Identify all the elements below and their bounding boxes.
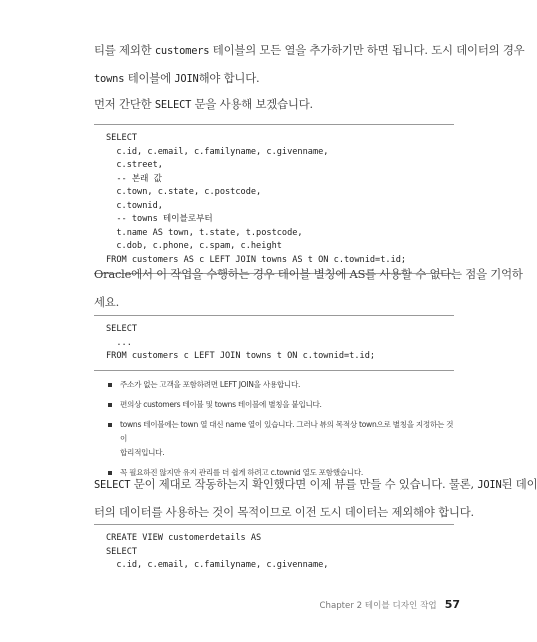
paragraph-intro [94, 36, 525, 92]
paragraph-oracle-note [94, 260, 523, 316]
code-line: c.id, c.email, c.familyname, c.givenname, [106, 146, 329, 157]
inline-code: towns [94, 73, 125, 85]
paragraph-line: Oracle에서 이 작업을 수행하는 경우 테이블 별칭에 AS를 사용할 수 없다는 점을 기억하 [94, 267, 523, 281]
chapter-title: Chapter 2 테이블 디자인 작업 [319, 601, 437, 611]
bullet-icon [108, 383, 112, 387]
paragraph-line: 먼저 간단한 SELECT 문을 사용해 보겠습니다. [94, 97, 313, 111]
paragraph-line: 터의 데이터를 사용하는 것이 목적이므로 이전 도시 데이터는 제외해야 합니다. [94, 505, 474, 519]
paragraph-line: SELECT 문이 제대로 작동하는지 확인했다면 이제 뷰를 만들 수 있습니다. 물론, JOIN된 데이 [94, 477, 537, 491]
code-line: FROM customers AS c LEFT JOIN towns AS t ON c.townid=t.id; [106, 254, 407, 265]
list-item: towns 테이블에는 town 열 대신 name 열이 있습니다. 그러나 뷰의 목적상 town으로 별칭을 지정하는 것이 합리적입니다. [108, 418, 458, 460]
paragraph-create-view [94, 470, 537, 526]
code-line: c.townid, [106, 200, 163, 211]
code-line: SELECT [106, 546, 138, 557]
code-line: c.dob, c.phone, c.spam, c.height [106, 241, 282, 251]
code-line: -- 본래 값 [106, 173, 162, 184]
code-line: FROM customers c LEFT JOIN towns t ON c.townid=t.id; [106, 351, 376, 361]
paragraph-line: 티를 제외한 customers 테이블의 모든 열을 추가하기만 하면 됩니다. 도시 데이터의 경우 [94, 43, 525, 57]
page-footer [320, 598, 460, 611]
code-line: SELECT [106, 324, 138, 334]
code-line: CREATE VIEW customerdetails AS [106, 533, 262, 543]
code-block-select [94, 124, 454, 274]
code-block-create-view [94, 524, 454, 579]
inline-code: SELECT [154, 99, 192, 111]
code-line: -- towns 테이블로부터 [106, 214, 213, 224]
code-line: t.name AS town, t.state, t.postcode, [106, 227, 303, 238]
inline-code: JOIN [174, 73, 199, 85]
paragraph-line: towns 테이블에 JOIN해야 합니다. [94, 71, 260, 85]
inline-code: customers [154, 45, 210, 57]
list-item: 편의상 customers 테이블 및 towns 테이블에 별칭을 붙입니다. [108, 398, 458, 412]
code-line: ... [106, 337, 132, 348]
bullet-icon [108, 423, 112, 427]
code-line: c.street, [106, 160, 163, 170]
paragraph-line: 세요. [94, 295, 120, 309]
bullet-list [108, 378, 458, 480]
code-line: c.town, c.state, c.postcode, [106, 187, 262, 197]
inline-code: SELECT [94, 479, 131, 491]
paragraph-select-intro [94, 90, 454, 118]
list-item: 꼭 필요하진 않지만 유지 관리를 더 쉽게 하려고 c.townid 열도 포함했습니다. [108, 466, 458, 480]
inline-code: JOIN [477, 479, 502, 491]
code-line: c.id, c.email, c.familyname, c.givenname, [106, 560, 329, 570]
code-line: SELECT [106, 133, 138, 143]
code-block-alias [94, 315, 454, 371]
page-number: 57 [444, 598, 460, 611]
bullet-icon [108, 403, 112, 407]
list-item: 주소가 없는 고객을 포함하려면 LEFT JOIN을 사용합니다. [108, 378, 458, 392]
